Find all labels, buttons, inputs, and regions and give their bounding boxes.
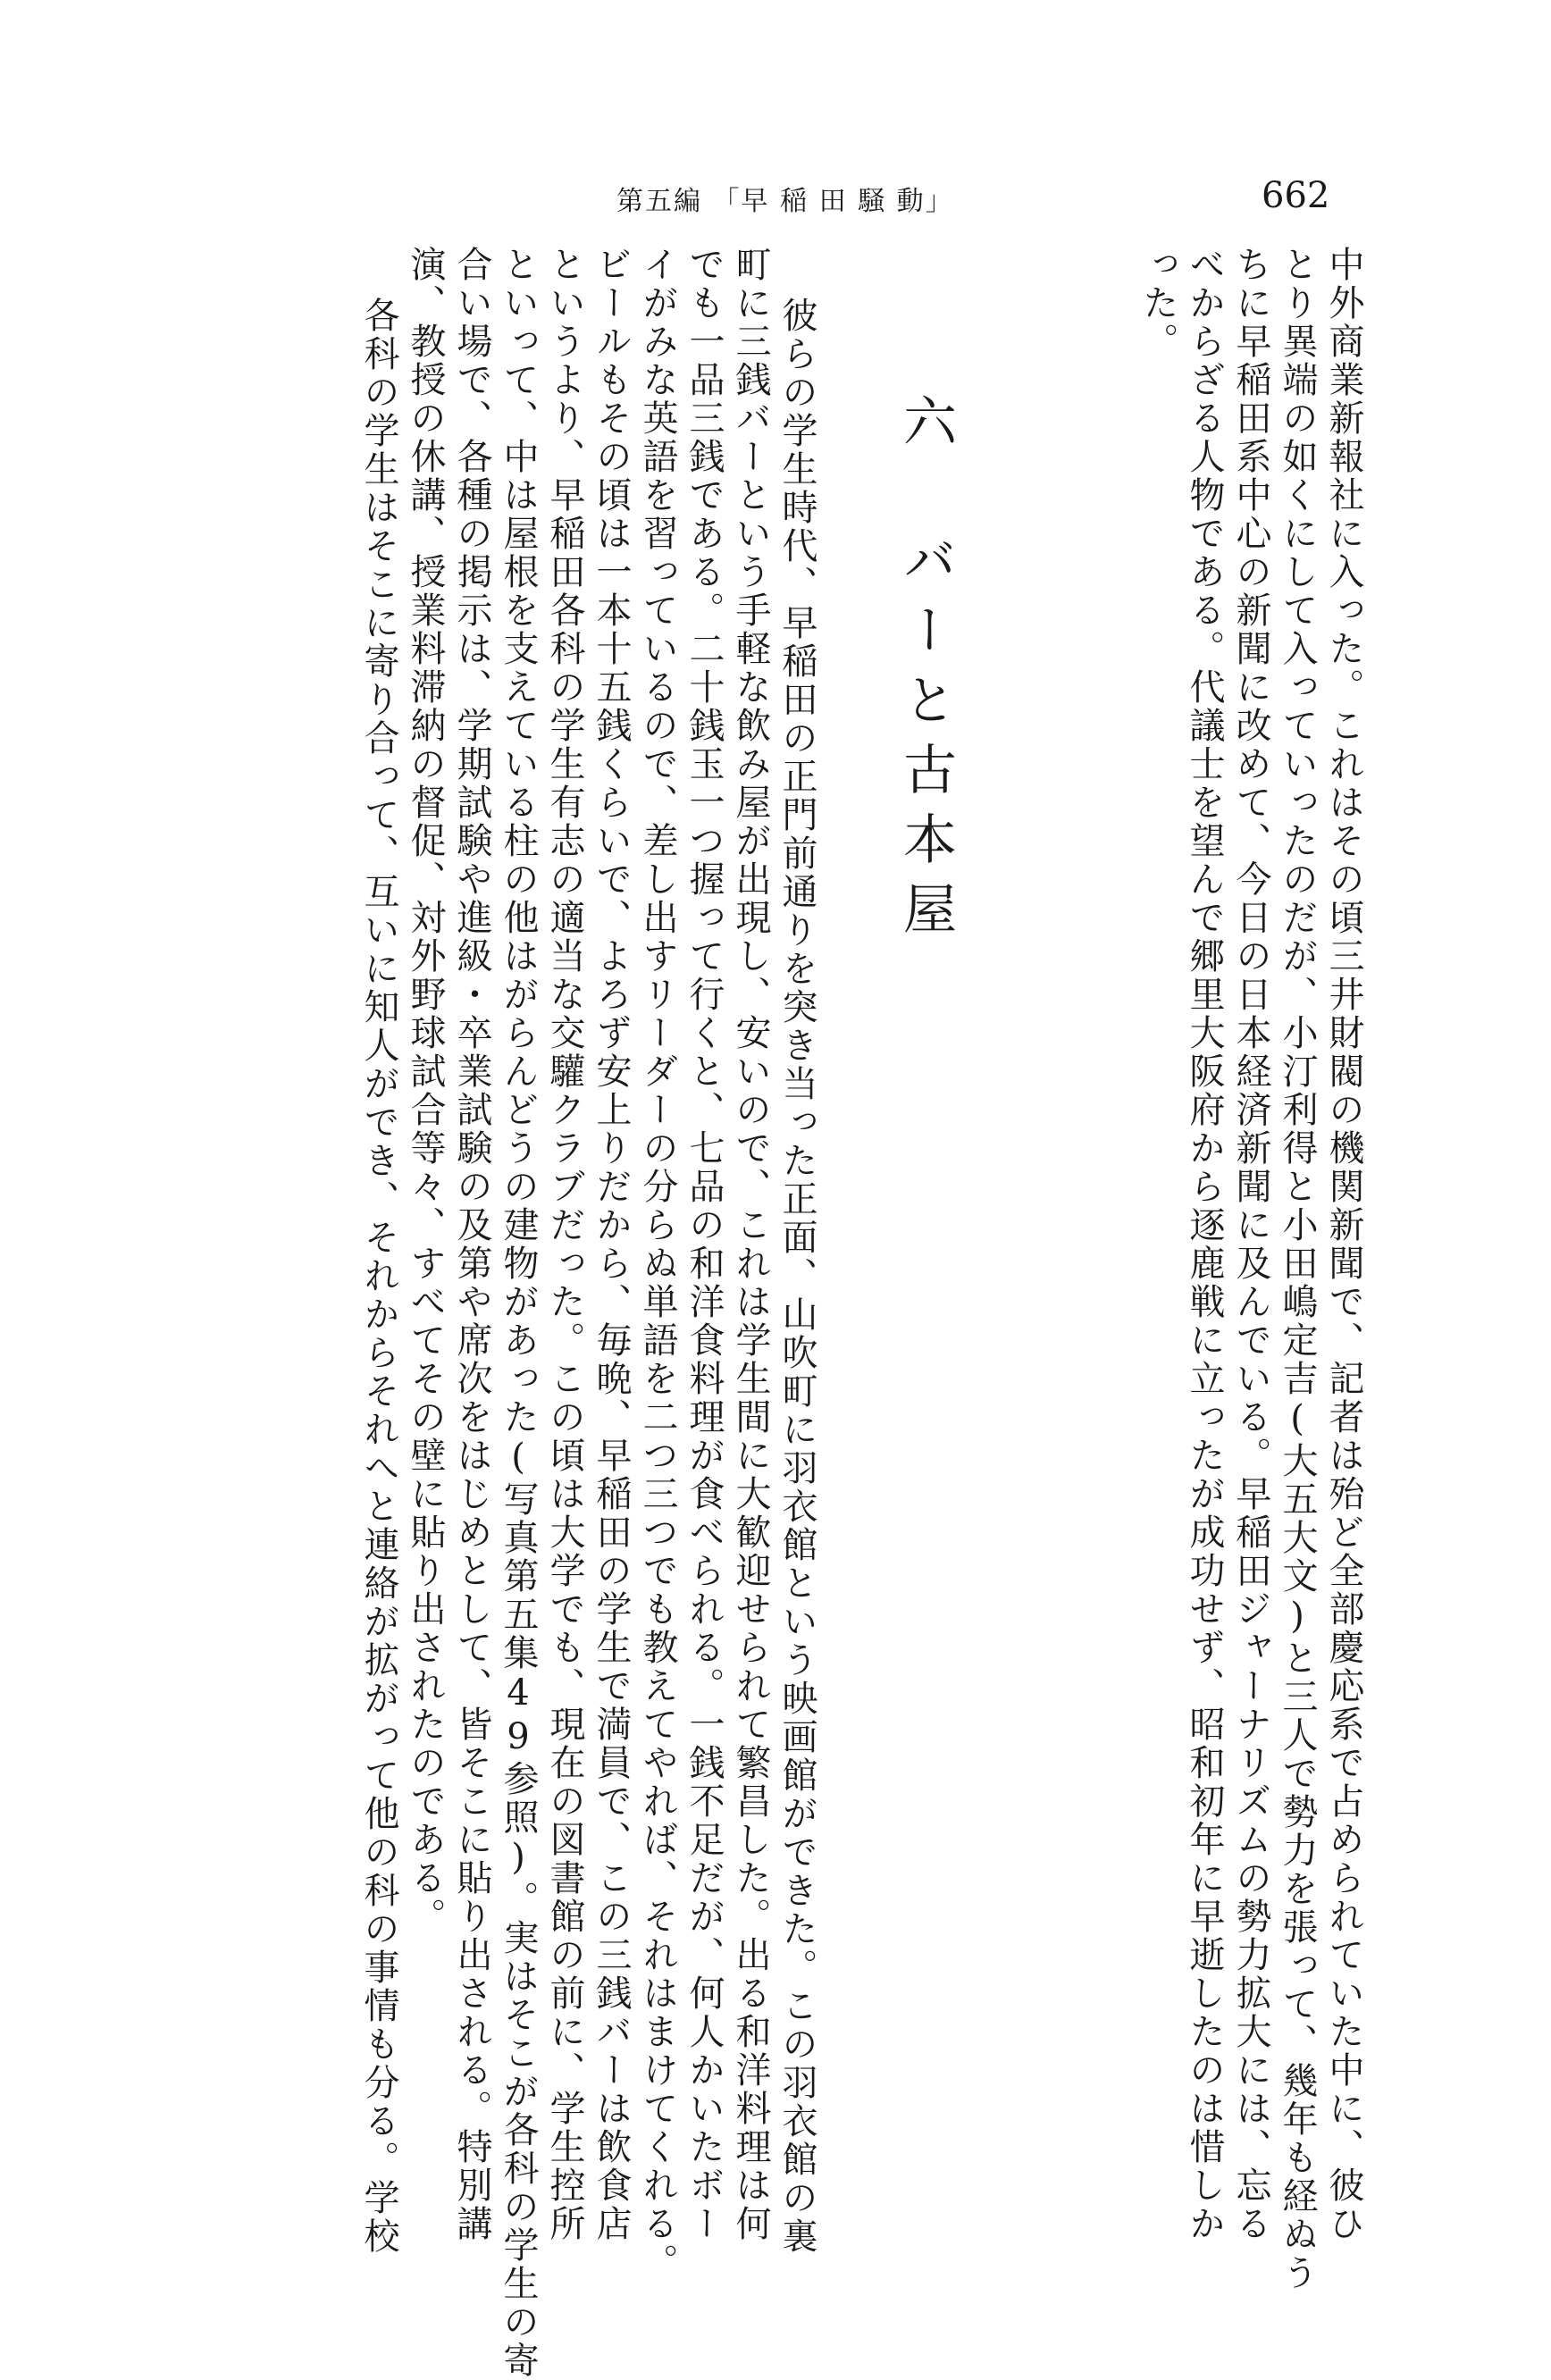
body-line-10: ビールもその頃は一本十五銭くらいで、よろず安上りだから、毎晩、早稲田の学生で満員で、この三銭バーは飲食店 [591,246,632,2243]
body-line-14: 演、教授の休講、授業料滞納の督促、対外野球試合等々、すべてその壁に貼り出されたのである。 [405,246,446,1936]
body-line-6: 彼らの学生時代、早稲田の正門前通りを突き当った正面、山吹町に羽衣館という映画館ができた。この羽衣館の裏 [776,297,817,2256]
body-line-13: 合い場で、各種の掲示は、学期試験や進級・卒業試験の及第や席次をはじめとして、皆そこに貼り出される。特別講 [451,246,492,2243]
body-line-15: 各科の学生はそこに寄り合って、互いに知人ができ、それからそれへと連絡が拡がって他の科の事情も分る。学校 [358,297,399,2256]
page-number: 662 [1262,175,1330,216]
body-line-12: といって、中は屋根を支えている柱の他はがらんどうの建物があった(写真第五集49参照)。実はそこが各科の学生の寄 [498,246,539,2380]
body-line-1: 中外商業新報社に入った。これはその頃三井財閥の機関新聞で、記者は殆ど全部慶応系で占められていた中に、彼ひ [1323,246,1364,2243]
body-line-3: ちに早稲田系中心の新聞に改めて、今日の日本経済新聞に及んでいる。早稲田ジャーナリズムの勢力拡大には、忘る [1230,246,1271,2243]
body-line-7: 町に三銭バーという手軽な飲み屋が出現し、安いので、これは学生間に大歓迎せられて繁昌した。出る和洋料理は何 [730,246,771,2243]
body-line-9: イがみな英語を習っているので、差し出すリーダーの分らぬ単語を二つ三つでも教えてやれば、それはまけてくれる。 [637,246,678,2282]
running-head: 第五編 「早 稲 田 騒 動」 [616,186,954,217]
body-line-2: とり異端の如くにして入っていったのだが、小汀利得と小田嶋定吉(大五大文)と三人で勢力を張って、幾年も経ぬう [1277,246,1318,2292]
section-heading: 六 バーと古本屋 [894,393,957,951]
body-line-5: った。 [1137,246,1178,361]
body-line-4: べからざる人物である。代議士を望んで郷里大阪府から逐鹿戦に立ったが成功せず、昭和初年に早逝したのは惜しか [1184,246,1225,2243]
body-line-11: というより、早稲田各科の学生有志の適当な交驩クラブだった。この頃は大学でも、現在の図書館の前に、学生控所 [544,246,585,2243]
body-line-8: でも一品三銭である。二十銭玉一つ握って行くと、七品の和洋食料理が食べられる。一銭不足だが、何人かいたボー [683,246,725,2243]
